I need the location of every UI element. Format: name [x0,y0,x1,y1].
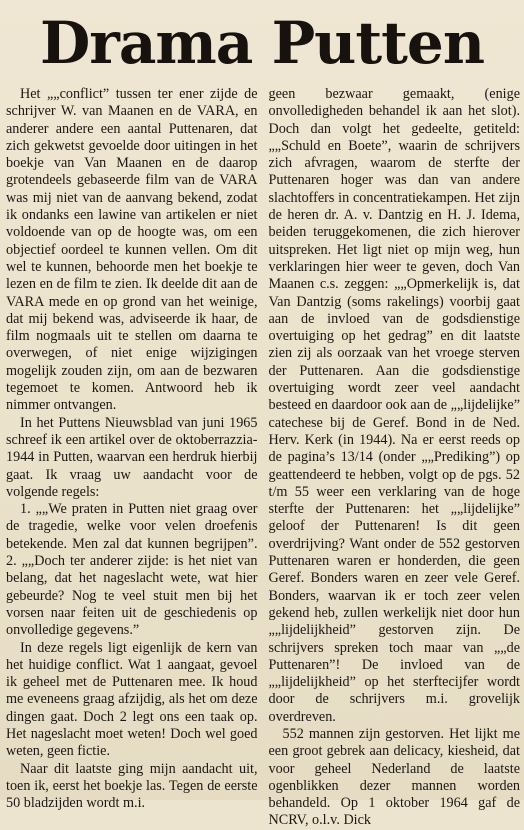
article-body [6,86,520,829]
paragraph: 552 mannen zijn gestorven. Het lijkt me een groot gebrek aan delicacy, kiesheid, dat voor geheel Nederland de laatste ogenblikken dezer mannen worden behandeld. Op 1 oktober 1964 gaf de NCRV, o.l.v. Dick [268,725,520,829]
right-column [268,86,521,829]
left-column [6,86,258,812]
headline: Drama Putten [39,9,484,77]
paragraph: 1. „„We praten in Putten niet graag over de tragedie, welke voor velen droefenis betekende. Men zal dat kunnen begrijpen”. 2. „„Doch ter anderer zijde: is het niet van belang, dat het nageslacht wete, wat hier gebeurde? Nog te veel stuit men bij het vorsen naar feiten uit de geschiedenis op onvolledige gegevens.” [6,501,258,639]
paragraph: geen bezwaar gemaakt, (enige onvolledigheden behandel ik aan het slot). Doch dan volgt het gedeelte, getiteld: „„Schuld en Boete”, waarin de schrijvers zich afvragen, waarom de sterfte der Puttenaren hoger was dan van andere slachtoffers in concentratiekampen. Het zijn de heren dr. A. v. Dantzig en H. J. Idema, beiden teruggekomenen, die zich hierover uitspreken. Het ligt niet op mijn weg, hun verklaringen hier weer te geven, doch Van Maanen c.s. zeggen: „„Opmerkelijk is, dat Van Dantzig (soms rakelings) voorbij gaat aan de invloed van de godsdienstige overtuiging op het gedrag” en dit laatste zien zij als oorzaak van het vroege sterven der Puttenaren. Aan die godsdienstige overtuiging wordt zeer veel aandacht besteed en daardoor ook aan de „„lijdelijke” catechese bij de Geref. Bond in de Ned. Herv. Kerk (in 1944). Na er eerst reeds op de pagina’s 13/14 (onder „„Prediking”) op geattendeerd te hebben, volgt op de pgs. 52 t/m 55 weer een verklaring van de hoge sterfte der Puttenaren: het „„lijdelijke” geloof der Puttenaren! Is dit geen overdrijving? Want onder de 552 gestorven Puttenaren waren er honderden, die geen Geref. Bonders waren en zeer vele Geref. Bonders, waarvan ik er toch zeer velen gekend heb, zullen werkelijk niet door hun „„lijdelijkheid” gestorven zijn. De schrijvers spreken toch maar van „„de Puttenaren”! De invloed van de „„lijdelijkheid” op het sterftecijfer wordt door de schrijvers m.i. grovelijk overdreven. [268,86,520,725]
paragraph: In het Puttens Nieuwsblad van juni 1965 schreef ik een artikel over de oktoberrazzia-1944 in Putten, waarvan een herdruk hierbij gaat. Ik vraag uw aandacht voor de volgende regels: [6,414,258,500]
paragraph: In deze regels ligt eigenlijk de kern van het huidige conflict. Wat 1 aangaat, gevoel ik geheel met de Puttenaren mee. Ik houd me eveneens graag afzijdig, als het om deze dingen gaat. Doch 2 legt ons een taak op. Het nageslacht moet weten! Doch wel goed weten, geen fictie. [6,639,258,760]
paragraph: Naar dit laatste ging mijn aandacht uit, toen ik, eerst het boekje las. Tegen de eerste 50 bladzijden wordt m.i. [6,760,258,812]
paragraph: Het „„conflict” tussen ter ener zijde de schrijver W. van Maanen en de VARA, en anderer andere een aantal Puttenaren, dat zich gekwetst gevoelde door uitingen in het boekje van Van Maanen en de daarop grotendeels gebaseerde film van de VARA was mij niet van de aanvang bekend, zodat ik ondanks een lawine van artikelen er niet voldoende van op de hoogte was, om een objectief oordeel te kunnen vellen. Om dit wel te kunnen, behoorde men het boekje te lezen en de film te zien. Ik deelde dit aan de VARA mede en op grond van het weinige, dat mij bekend was, adviseerde ik haar, de film nogmaals uit te stellen om daarna te overwegen, of niet enige wijzigingen mogelijk zouden zijn, om aan de bezwaren tegemoet te komen. Antwoord heb ik nimmer ontvangen. [6,86,258,414]
